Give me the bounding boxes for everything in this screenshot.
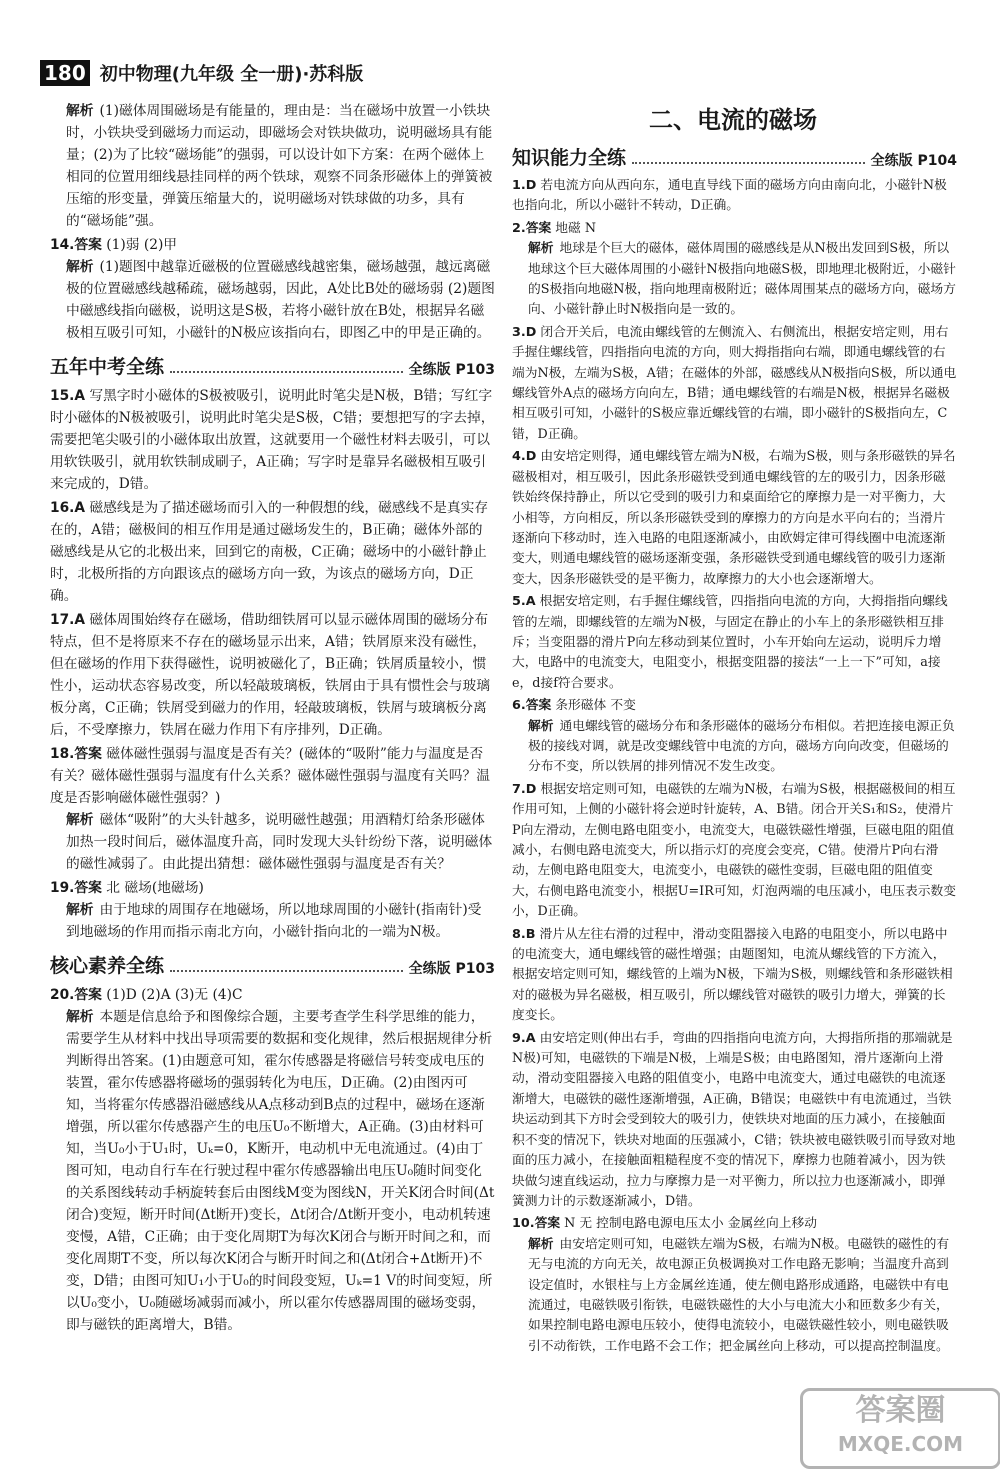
answer-block-15	[50, 385, 495, 495]
question-number: 16.A	[50, 500, 85, 516]
answer-block-17	[50, 609, 495, 741]
leader-dots	[170, 371, 403, 373]
question-number: 17.A	[50, 612, 85, 628]
answer-block-7	[512, 780, 957, 923]
question-number: 6.答案	[512, 698, 552, 714]
question-number: 1.D	[512, 178, 537, 193]
analysis-text: 根据安培定则可知，电磁铁的左端为N极，右端为S极，根据磁极间的相互作用可知，上侧的小磁针将会逆时针旋转，A、B错。闭合开关S₁和S₂，使滑片P向左滑动，左侧电路电阻变小，电流变大，电磁铁磁性增强，巨磁电阻的阻值减小，右侧电路电流变大，所以指示灯的亮度会变亮，C错。使滑片P向右滑动，左侧电路电阻变大，电流变小，电磁铁的磁性变弱，巨磁电阻的阻值变大，右侧电路电流变小，根据U=IR可知，灯泡两端的电压减小，电压表示数变小，D正确。	[512, 781, 957, 920]
analysis-text: 由安培定则可知，电磁铁左端为S极，右端为N极。电磁铁的磁性的有无与电流的方向无关，故电源正负极调换对工作电路无影响；当温度升高到设定值时，水银柱与上方金属丝连通，使左侧电路形成通路，电磁铁中有电流通过，电磁铁吸引衔铁，电磁铁磁性的大小与电流大小和匝数多少有关，如果控制电路电源电压较小，使得电流较小，电磁铁磁性较小，则电磁铁吸引不动衔铁，工作电路不会工作；把金属丝向上移动，可以提高控制温度。	[528, 1236, 950, 1354]
answer-block-10	[512, 1214, 957, 1357]
answer-text: (1)弱 (2)甲	[106, 237, 178, 253]
question-number: 7.D	[512, 781, 537, 797]
analysis-text: (1)磁体周围磁场是有能量的，理由是：当在磁场中放置一小铁块时，小铁块受到磁场力而运动，即磁场会对铁块做功，说明磁场具有能量；(2)为了比较“磁场能”的强弱，可以设计如下方案：在两个磁体上相同的位置用细线悬挂同样的两个铁球，观察不同条形磁体上的弹簧被压缩的形变量，弹簧压缩量大的，说明磁场对铁球做的功多，具有的“磁场能”强。	[66, 103, 493, 229]
analysis-text: 根据安培定则，右手握住螺线管，四指指向电流的方向，大拇指指向螺线管的左端，即螺线管的左端为N极，与固定在静止的小车上的条形磁铁相互排斥；当变阻器的滑片P向左移动到某位置时，小车开始向左运动，说明斥力增大，电路中的电流变大，电阻变小，根据变阻器的接法“一上一下”可知，a接e，d接f符合要求。	[512, 594, 948, 691]
section-title: 知识能力全练	[512, 147, 627, 169]
question-number: 20.答案	[50, 987, 102, 1003]
answer-text: 条形磁体 不变	[555, 698, 636, 714]
answer-text: 磁体磁性强弱与温度是否有关？(磁体的“吸附”能力与温度是否有关？磁体磁性强弱与温度有什么关系？磁体磁性强弱与温度有关吗？温度是否影响磁体磁性强弱？)	[50, 746, 491, 806]
answer-block-4	[512, 447, 957, 590]
analysis-text: 通电螺线管的磁场分布和条形磁体的磁场分布相似。若把连接电源正负极的接线对调，就是改变螺线管中电流的方向，磁场方向向改变，但磁场的分布不变，所以铁屑的排列情况不发生改变。	[528, 718, 955, 775]
section-title: 五年中考全练	[50, 356, 165, 378]
question-number: 15.A	[50, 388, 85, 404]
right-column	[512, 100, 957, 1359]
section-title: 核心素养全练	[50, 955, 165, 977]
analysis-label: 解析	[66, 259, 94, 275]
page-header	[40, 58, 500, 88]
question-number: 19.答案	[50, 880, 102, 896]
answer-block-8	[512, 925, 957, 1027]
answer-block-20	[50, 984, 495, 1336]
question-number: 10.答案	[512, 1216, 561, 1232]
analysis-text: 本题是信息给予和图像综合题，主要考查学生科学思维的能力，需要学生从材料中找出导项需要的数据和变化规律，然后根据规律分析判断得出答案。(1)由题意可知，霍尔传感器是将磁信号转变成电压的装置，霍尔传感器将磁场的强弱转化为电压，D正确。(2)由图丙可知，当将霍尔传感器沿磁感线从A点移动到B点的过程中，磁场在逐渐增强，所以霍尔传感器产生的电压U₀不断增大，A正确。(3)由材料可知，当U₀小于U₁时，Uₖ=0，K断开，电动机中无电流通过。(4)由丁图可知，电动自行车在行驶过程中霍尔传感器输出电压U₀随时间变化的关系图线转动手柄旋转套后由图线M变为图线N，开关K闭合时间(Δt闭合)变短，断开时间(Δt断开)变长，Δt闭合/Δt断开变小，电动机转速变慢，A错，C正确；由于变化周期T为每次K闭合与断开时间之和，而变化周期T不变，所以每次K闭合与断开时间之和(Δt闭合+Δt断开)不变，D错；由图可知U₁小于U₀的时间段变短，Uₖ=1 V的时间变短，所以U₀变小，U₀随磁场减弱而减小，所以霍尔传感器周围的磁场变弱，即与磁铁的距离增大，B错。	[66, 1009, 495, 1333]
left-column	[50, 100, 495, 1338]
answer-text: N 无 控制电路电源电压太小 金属丝向上移动	[564, 1216, 817, 1232]
question-number: 8.B	[512, 926, 536, 942]
analysis-label: 解析	[528, 241, 554, 257]
answer-block-19	[50, 877, 495, 943]
answer-block-5	[512, 592, 957, 694]
book-title: 初中物理(九年级 全一册)·苏科版	[99, 64, 364, 85]
leader-dots	[170, 970, 403, 972]
analysis-text: 磁体“吸附”的大头针越多，说明磁性越强；用酒精灯给条形磁体加热一段时间后，磁体温度升高，同时发现大头针纷纷下落，说明磁体的磁性减弱了。由此提出猜想：磁体磁性强弱与温度是否有关？	[66, 812, 493, 872]
answer-block-14	[50, 234, 495, 344]
section-header-hexin	[50, 951, 495, 978]
analysis-text: 由安培定则得，通电螺线管左端为N极，右端为S极，则与条形磁铁的异名磁极相对，相互吸引，因此条形磁铁受到通电螺线管的左的吸引力，因条形磁铁始终保持静止，所以它受到的吸引力和桌面给它的摩擦力是一对平衡力，大小相等，方向相反，所以条形磁铁受到的摩擦力的方向是水平向右的；当滑片逐渐向下移动时，连入电路的电阻逐渐减小，由欧姆定律可得线圈中电流逐渐变大，则通电螺线管的磁场逐渐变强，条形磁铁受到通电螺线管的吸引力逐渐变大，因条形磁铁受的是平衡力，故摩擦力的大小也会逐渐增大。	[512, 449, 956, 587]
watermark-url: MXQE.COM	[837, 1432, 964, 1456]
analysis-text: 闭合开关后，电流由螺线管的左侧流入、右侧流出，根据安培定则，用右手握住螺线管，四指指向电流的方向，则大拇指指向右端，即通电螺线管的右端为N极，左端为S极，A错；在磁体的外部，磁感线从N极指向S极，所以通电螺线管外A点的磁场方向向左，B错；通电螺线管的右端是N极，根据异名磁极相互吸引可知，小磁针的S极应靠近螺线管的右端，即小磁针的S极指向左，C错，D正确。	[512, 324, 957, 442]
analysis-text: 由安培定则(伸出右手，弯曲的四指指向电流方向，大拇指所指的那端就是N极)可知，电磁铁的下端是N极，上端是S极；由电路图知，滑片逐渐向上滑动，滑动变阻器接入电路的阻值变小，电路中电流变大，通过电磁铁的电流逐渐增大，电磁铁的磁性逐渐增强，A正确，B错误；电磁铁中有电流通过，当铁块运动到其下方时会受到较大的吸引力，使铁块对地面的压力减小，在接触面积不变的情况下，铁块对地面的压强减小，C错；铁块被电磁铁吸引而导致对地面的压力减小，在接触面粗糙程度不变的情况下，摩擦力也随着减小，因为铁块做匀速直线运动，拉力与摩擦力是一对平衡力，所以拉力也逐渐减小，即弹簧测力计的示数逐渐减小，D错。	[512, 1030, 956, 1209]
question-number: 3.D	[512, 324, 537, 340]
question-number: 9.A	[512, 1030, 536, 1046]
question-number: 4.D	[512, 449, 537, 465]
section-header-wunian	[50, 352, 495, 379]
analysis-text: 写黑字时小磁体的S极被吸引，说明此时笔尖是N极，B错；写红字时小磁体的N极被吸引，说明此时笔尖是S极，C错；要想把写的字去掉，需要把笔尖吸引的小磁体取出放置，这就要用一个磁性材料去吸引，可以用软铁吸引，就用软铁制成刷子，A正确；写字时是靠异名磁极相互吸引来完成的，D错。	[50, 388, 495, 492]
answer-block-9	[512, 1029, 957, 1213]
analysis-label: 解析	[66, 103, 94, 119]
question-number: 14.答案	[50, 237, 102, 253]
answer-text: 地磁 N	[555, 220, 596, 236]
answer-text: 北 磁场(地磁场)	[106, 880, 204, 896]
analysis-text: 磁感线是为了描述磁场而引入的一种假想的线，磁感线不是真实存在的，A错；磁极间的相互作用是通过磁场发生的，B正确；磁体外部的磁感线是从它的北极出来，回到它的南极，C正确；磁场中的小磁针静止时，北极所指的方向跟该点的磁场方向一致，为该点的磁场方向，D正确。	[50, 500, 489, 604]
answer-text: (1)D (2)A (3)无 (4)C	[106, 987, 243, 1003]
answer-block-18	[50, 743, 495, 875]
analysis-label: 解析	[66, 1009, 94, 1025]
page-number: 180	[40, 60, 90, 86]
analysis-text: 若电流方向从西向东，通电直导线下面的磁场方向由南向北，小磁针N极也指向北，所以小磁针不转动，D正确。	[512, 178, 947, 214]
chapter-title: 二、电流的磁场	[649, 106, 817, 134]
analysis-text: 由于地球的周围存在地磁场，所以地球周围的小磁针(指南针)受到地磁场的作用而指示南北方向，小磁针指向北的一端为N极。	[66, 902, 482, 940]
analysis-text: 滑片从左往右滑的过程中，滑动变阻器接入电路的电阻变小，所以电路中的电流变大，通电螺线管的磁性增强；由题图知，电流从螺线管的下方流入，根据安培定则可知，螺线管的上端为N极，下端为S极，则螺线管和条形磁铁相对的磁极为异名磁极，相互吸引，所以螺线管对磁铁的吸引力增大，弹簧的长度变长。	[512, 926, 953, 1024]
answer-block-16	[50, 497, 495, 607]
leader-dots	[632, 162, 865, 164]
section-header-zhishi	[512, 143, 957, 170]
analysis-label: 解析	[528, 1236, 554, 1252]
answer-block-3	[512, 323, 957, 445]
section-ref: 全练版 P103	[408, 961, 495, 977]
analysis-text: (1)题图中越靠近磁极的位置磁感线越密集，磁场越强，越远离磁极的位置磁感线越稀疏，磁场越弱，因此，A处比B处的磁场弱 (2)题图中磁感线指向磁极，说明这是S极，若将小磁针放在B处，根据异名磁极相互吸引可知，小磁针的N极应该指向右，即图乙中的甲是正确的。	[66, 259, 495, 341]
answer-block-13-continued	[50, 100, 495, 232]
analysis-text: 地球是个巨大的磁体，磁体周围的磁感线是从N极出发回到S极，所以地球这个巨大磁体周围的小磁针N极指向地磁S极，即地理北极附近，小磁针的S极指向地磁N极，指向地理南极附近；磁体周围某点的磁场方向，磁场方向、小磁针静止时N极指向是一致的。	[528, 241, 956, 318]
section-ref: 全练版 P104	[870, 153, 957, 169]
answer-block-1	[512, 176, 957, 217]
answer-block-6	[512, 696, 957, 778]
question-number: 5.A	[512, 594, 536, 610]
analysis-text: 磁体周围始终存在磁场，借助细铁屑可以显示磁体周围的磁场分布特点，但不是将原来不存在的磁场显示出来，A错；铁屑原来没有磁性，但在磁场的作用下获得磁性，说明被磁化了，B正确；铁屑质量较小，惯性小，运动状态容易改变，所以轻敲玻璃板，铁屑由于具有惯性会与玻璃板分离，C正确；铁屑受到磁力的作用，轻敲玻璃板，铁屑与玻璃板分离后，不受摩擦力，铁屑在磁力作用下有序排列，D正确。	[50, 612, 491, 738]
section-ref: 全练版 P103	[408, 362, 495, 378]
question-number: 2.答案	[512, 220, 552, 236]
question-number: 18.答案	[50, 746, 102, 762]
analysis-label: 解析	[66, 812, 94, 828]
answer-block-2	[512, 219, 957, 321]
watermark-logo	[800, 1388, 1000, 1469]
watermark-text: 答案圈	[855, 1393, 946, 1428]
analysis-label: 解析	[528, 718, 554, 734]
analysis-label: 解析	[66, 902, 94, 918]
